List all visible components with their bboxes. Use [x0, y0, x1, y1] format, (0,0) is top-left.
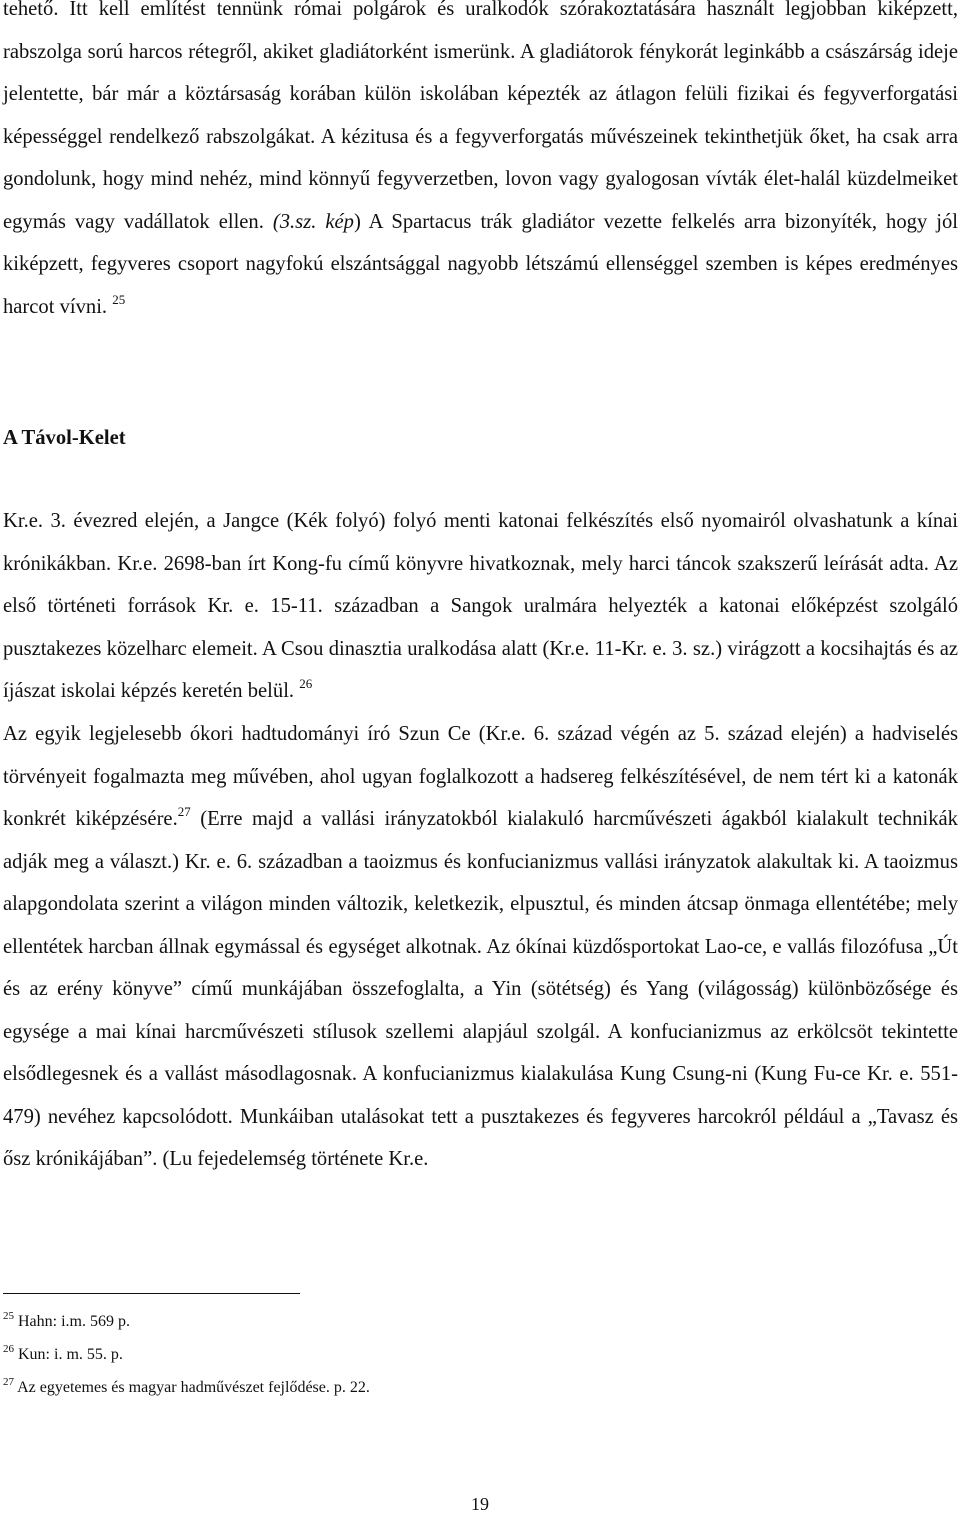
- footnote-27: [3, 1371, 370, 1404]
- footnote-text: Az egyetemes és magyar hadművészet fejlődése. p. 22.: [14, 1379, 370, 1396]
- section-heading: A Távol-Kelet: [3, 427, 126, 449]
- footnote-separator: [3, 1293, 300, 1294]
- footnote-ref-25[interactable]: 25: [112, 291, 126, 307]
- footnotes-list: [3, 1305, 370, 1404]
- footnote-25: [3, 1305, 370, 1338]
- footnote-ref-26[interactable]: 26: [299, 676, 313, 691]
- paragraph-far-east: [3, 500, 958, 713]
- page-number: 19: [471, 1494, 489, 1514]
- footnote-number: 27: [3, 1376, 14, 1388]
- image-reference: (3.sz. kép: [272, 210, 354, 233]
- paragraph-text: Az egyik legjelesebb ókori hadtudományi író Szun Ce (Kr.e. 6. század végén az 5. század elején) a hadviselés törvényeit fogalmazta meg művében, ahol ugyan foglalkozott a hadsereg felkészítésével, de nem tért ki a katonák konkrét kiképzésére.: [3, 723, 958, 830]
- paragraph-text: ) A Spartacus trák gladiátor vezette felkelés arra bizonyíték, hogy jól kiképzett, fegyveres csoport nagyfokú elszántsággal nagyobb létszámú ellenséggel szemben is képes eredményes harcot vívni.: [3, 210, 958, 318]
- footnote-26: [3, 1338, 370, 1371]
- paragraph-text: Kr.e. 3. évezred elején, a Jangce (Kék folyó) folyó menti katonai felkészítés első nyomairól olvashatunk a kínai krónikákban. Kr.e. 2698-ban írt Kong-fu című könyvre hivatkoznak, mely harci táncok szakszerű leírását adta. Az első történeti források Kr. e. 15-11. században a Sangok uralmára helyezték a katonai előképzést szolgáló pusztakezes közelharc elemeit. A Csou dinasztia uralkodása alatt (Kr.e. 11-Kr. e. 3. sz.) virágzott a kocsihajtás és az íjászat iskolai képzés keretén belül.: [3, 510, 958, 702]
- paragraph-text: (Erre majd a vallási irányzatokból kialakuló harcművészeti ágakból kialakult technikák adják meg a választ.) Kr. e. 6. században a taoizmus és konfucianizmus vallási irányzatok alakultak ki. A taoizmus alapgondolata szerint a világon minden változik, keletkezik, elpusztul, és minden átcsap önmaga ellentétébe; mely ellentétek harcban állnak egymással és egységet alkotnak. Az ókínai küzdősportokat Lao-ce, e vallás filozófusa „Út és az erény könyve” című munkájában összefoglalta, a Yin (sötétség) és Yang (világosság) különbözősége és egysége a mai kínai harcművészeti stílusok szellemi alapjául szolgál. A konfucianizmus az erkölcsöt tekintette elsődlegesnek és a vallást másodlagosnak. A konfucianizmus kialakulása Kung Csung-ni (Kung Fu-ce Kr. e. 551-479) nevéhez kapcsolódott. Munkáiban utalásokat tett a pusztakezes és fegyveres harcokról például a „Tavasz és ősz krónikájában”. (Lu fejedelemség története Kr.e.: [3, 808, 958, 1170]
- footnote-text: Hahn: i.m. 569 p.: [14, 1313, 130, 1330]
- footnote-number: 26: [3, 1343, 14, 1355]
- footnote-ref-27[interactable]: 27: [177, 804, 191, 819]
- footnote-text: Kun: i. m. 55. p.: [14, 1346, 123, 1363]
- paragraph-sun-tzu: [3, 713, 958, 1181]
- footnote-number: 25: [3, 1310, 14, 1322]
- paragraph-text: tehető. Itt kell említést tennünk római polgárok és uralkodók szórakoztatására használt legjobban kiképzett, rabszolga sorú harcos rétegről, akiket gladiátorként ismerünk. A gladiátorok fénykorát leginkább a császárság ideje jelentette, bár már a köztársaság korában külön iskolában képezték az átlagon felüli fizikai és fegyverforgatási képességgel rendelkező rabszolgákat. A kézitusa és a fegyverforgatás művészeinek tekinthetjük őket, ha csak arra gondolunk, hogy mind nehéz, mind könnyű fegyverzetben, lovon vagy gyalogosan vívták élet-halál küzdelmeiket egymás vagy vadállatok ellen.: [3, 0, 958, 233]
- paragraph-gladiators: [3, 0, 958, 328]
